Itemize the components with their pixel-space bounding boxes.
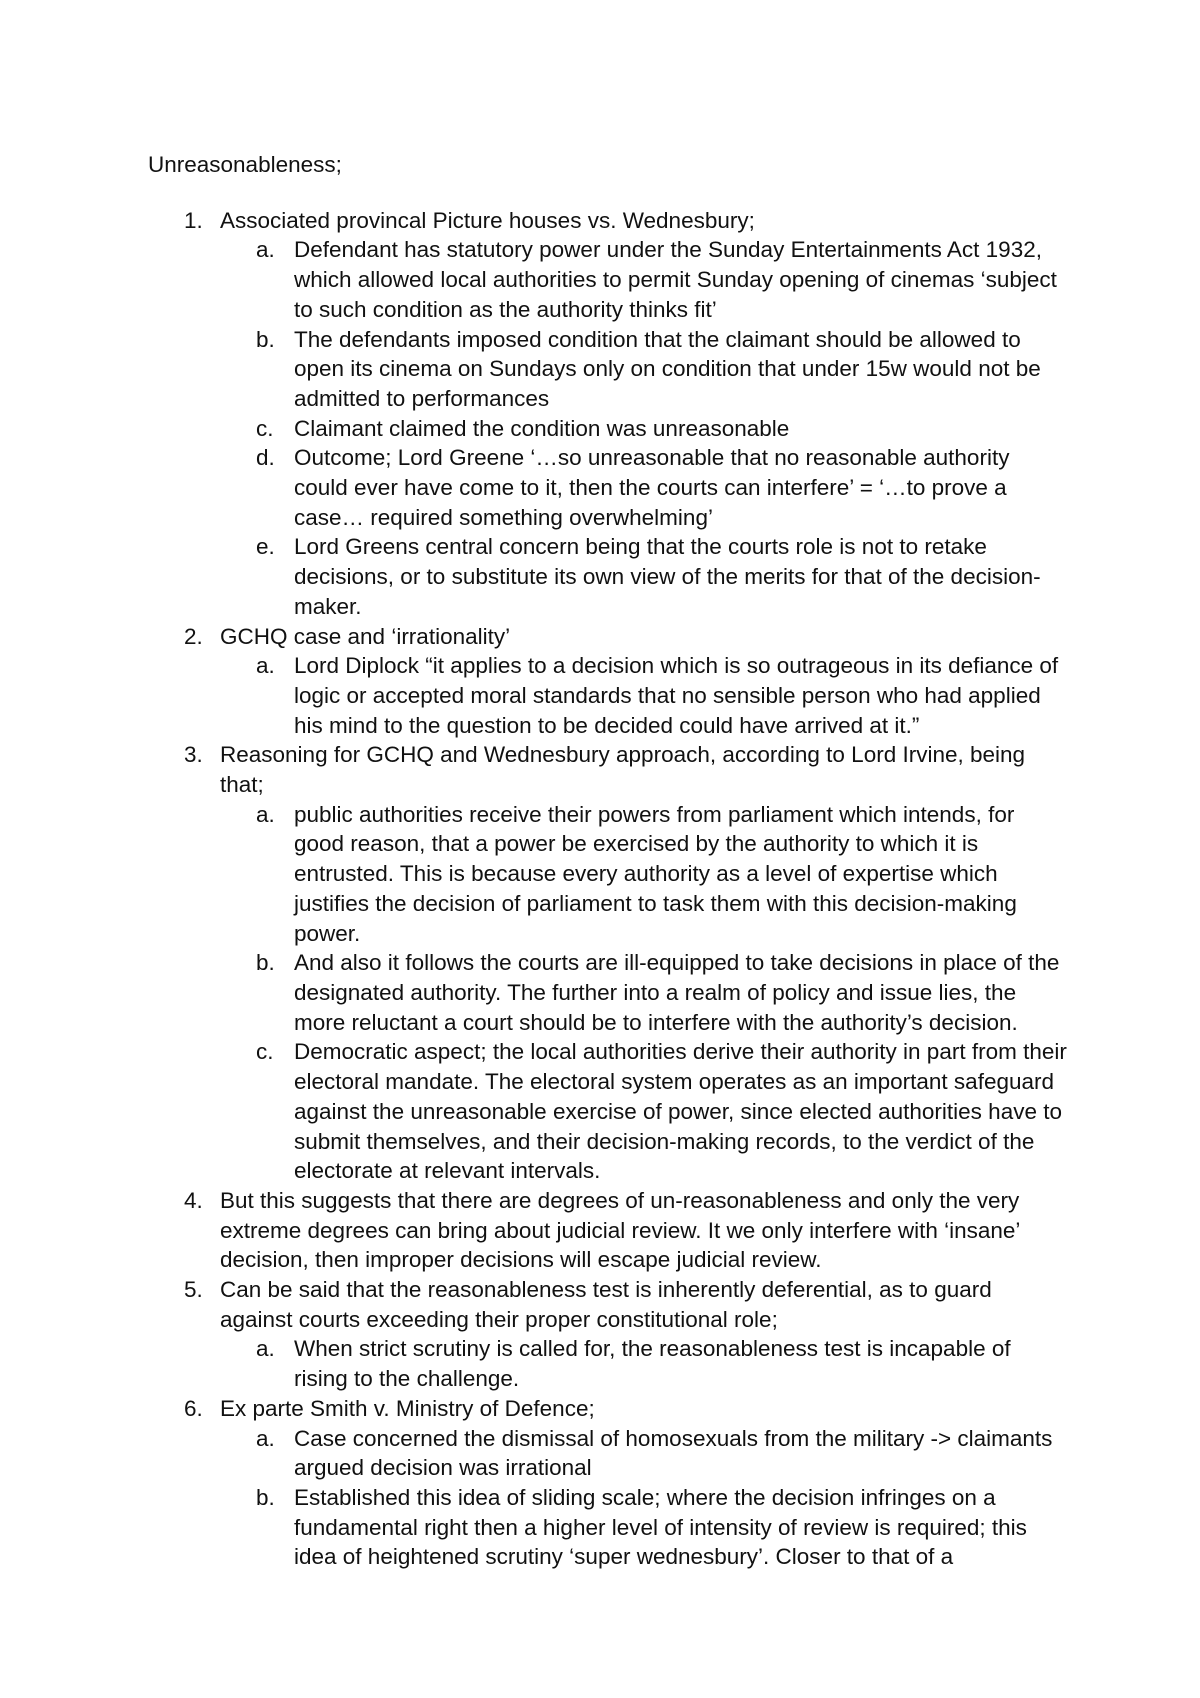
sub-item-6a	[220, 1424, 1068, 1483]
sub-item-1d	[220, 443, 1068, 532]
document-heading: Unreasonableness;	[148, 152, 342, 177]
list-item-2	[148, 622, 1068, 741]
list-item-text: GCHQ case and ‘irrationality’	[220, 623, 511, 649]
list-item-text: But this suggests that there are degrees of un-reasonableness and only the very extreme degrees can bring about judicial review. It we only interfere with ‘insane’ decision, then improper decisions will escape judicial review.	[220, 1187, 1020, 1273]
list-letter: b.	[256, 326, 275, 352]
list-item-1	[148, 206, 1068, 622]
lettered-list	[220, 1334, 1068, 1393]
list-letter: a.	[256, 1425, 275, 1451]
sub-item-5a	[220, 1334, 1068, 1393]
sub-item-text: Case concerned the dismissal of homosexuals from the military -> claimants argued decision was irrational	[294, 1425, 1053, 1481]
sub-item-text: Lord Diplock “it applies to a decision which is so outrageous in its defiance of logic or accepted moral standards that no sensible person who had applied his mind to the question to be decided could have arrived at it.”	[294, 653, 1059, 738]
list-number: 2.	[184, 623, 203, 649]
lettered-list	[220, 651, 1068, 740]
list-letter: c.	[256, 415, 274, 441]
sub-item-text: The defendants imposed condition that the claimant should be allowed to open its cinema on Sundays only on condition that under 15w would not be admitted to performances	[294, 326, 1041, 411]
list-number: 4.	[184, 1187, 203, 1213]
sub-item-text: Established this idea of sliding scale; where the decision infringes on a fundamental right then a higher level of intensity of review is required; this idea of heightened scrutiny ‘super wednesbury’. Closer to that of a	[294, 1484, 1027, 1570]
list-number: 1.	[184, 207, 203, 233]
list-item-3	[148, 740, 1068, 1186]
sub-item-1e	[220, 532, 1068, 621]
sub-item-text: And also it follows the courts are ill-equipped to take decisions in place of the designated authority. The further into a realm of policy and issue lies, the more reluctant a court should be to interfere with the authority’s decision.	[294, 950, 1060, 1035]
lettered-list	[220, 235, 1068, 621]
sub-item-text: public authorities receive their powers from parliament which intends, for good reason, that a power be exercised by the authority to which it is entrusted. This is because every authority as a level of expertise which justifies the decision of parliament to task them with this decision-making power.	[294, 801, 1017, 946]
list-item-5	[148, 1275, 1068, 1394]
sub-item-text: Lord Greens central concern being that the courts role is not to retake decisions, or to substitute its own view of the merits for that of the decision-maker.	[294, 534, 1041, 619]
list-letter: b.	[256, 1484, 275, 1510]
list-letter: d.	[256, 445, 275, 471]
list-letter: e.	[256, 534, 275, 560]
sub-item-3c	[220, 1037, 1068, 1186]
list-letter: a.	[256, 801, 275, 827]
list-item-4	[148, 1186, 1068, 1275]
list-item-text: Ex parte Smith v. Ministry of Defence;	[220, 1395, 595, 1421]
sub-item-1c	[220, 414, 1068, 444]
list-number: 3.	[184, 742, 203, 768]
sub-item-text: When strict scrutiny is called for, the reasonableness test is incapable of rising to the challenge.	[294, 1336, 1011, 1392]
sub-item-3a	[220, 800, 1068, 949]
list-item-text: Can be said that the reasonableness test is inherently deferential, as to guard against courts exceeding their proper constitutional role;	[220, 1277, 992, 1332]
list-letter: a.	[256, 1336, 275, 1362]
list-letter: b.	[256, 950, 275, 976]
list-number: 5.	[184, 1277, 203, 1303]
list-item-text: Associated provincal Picture houses vs. Wednesbury;	[220, 207, 755, 233]
sub-item-1b	[220, 325, 1068, 414]
lettered-list	[220, 1424, 1068, 1573]
sub-item-6b	[220, 1483, 1068, 1572]
list-letter: a.	[256, 237, 275, 263]
sub-item-text: Defendant has statutory power under the Sunday Entertainments Act 1932, which allowed local authorities to permit Sunday opening of cinemas ‘subject to such condition as the authority thinks fit’	[294, 237, 1057, 322]
list-letter: a.	[256, 653, 275, 679]
list-item-text: Reasoning for GCHQ and Wednesbury approach, according to Lord Irvine, being that;	[220, 742, 1026, 798]
document-body	[148, 150, 1068, 1572]
numbered-list	[148, 206, 1068, 1572]
list-letter: c.	[256, 1039, 274, 1065]
lettered-list	[220, 800, 1068, 1186]
list-item-6	[148, 1394, 1068, 1572]
sub-item-text: Democratic aspect; the local authorities derive their authority in part from their electoral mandate. The electoral system operates as an important safeguard against the unreasonable exercise of power, since elected authorities have to submit themselves, and their decision-making records, to the verdict of the electorate at relevant intervals.	[294, 1039, 1067, 1184]
sub-item-2a	[220, 651, 1068, 740]
sub-item-text: Outcome; Lord Greene ‘…so unreasonable that no reasonable authority could ever have come to it, then the courts can interfere’ = ‘…to prove a case… required something overwhelming’	[294, 445, 1010, 530]
list-number: 6.	[184, 1395, 203, 1421]
sub-item-3b	[220, 948, 1068, 1037]
sub-item-1a	[220, 235, 1068, 324]
sub-item-text: Claimant claimed the condition was unreasonable	[294, 415, 790, 441]
